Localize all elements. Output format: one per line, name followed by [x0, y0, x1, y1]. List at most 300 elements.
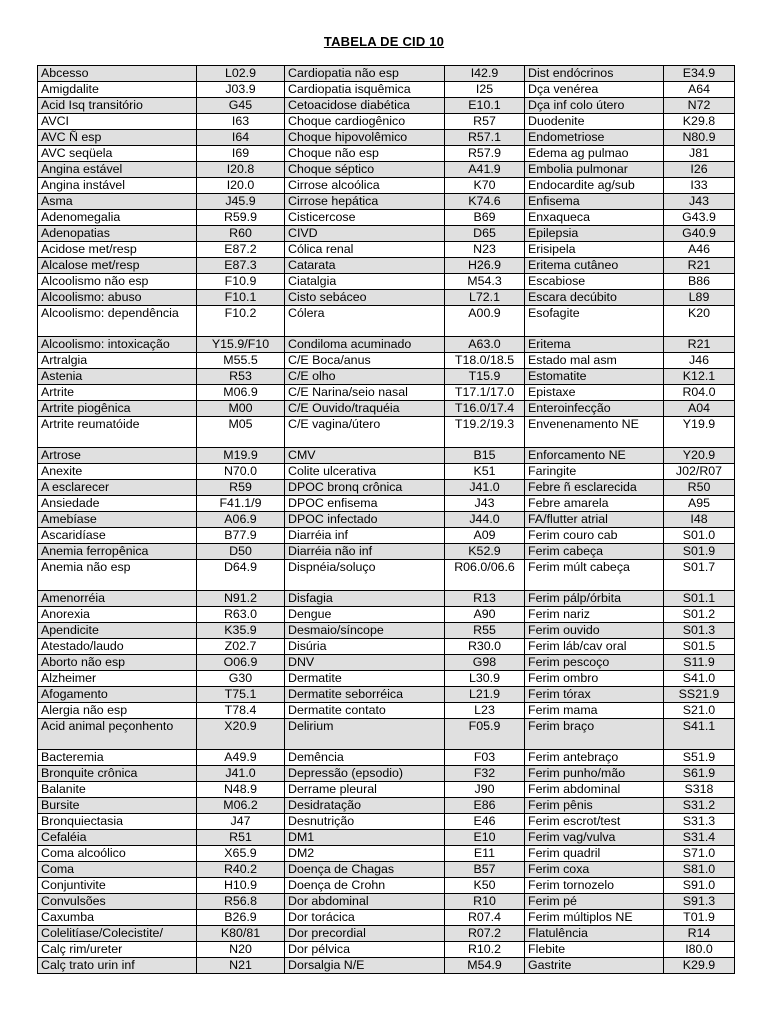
- disease-name-cell: Ciatalgia: [285, 274, 445, 290]
- cid-code-cell: S91.3: [664, 894, 735, 910]
- cid-code-cell: E46: [445, 814, 525, 830]
- cid-code-cell: K35.9: [197, 623, 285, 639]
- cid-code-cell: S41.0: [664, 671, 735, 687]
- disease-name-cell: Aborto não esp: [38, 655, 197, 671]
- table-row: [38, 306, 735, 337]
- disease-name-cell: DM1: [285, 830, 445, 846]
- cid-code-cell: I33: [664, 178, 735, 194]
- table-row: [38, 369, 735, 385]
- disease-name-cell: Delirium: [285, 719, 445, 750]
- table-row: [38, 98, 735, 114]
- disease-name-cell: Escabiose: [525, 274, 664, 290]
- cid-code-cell: L21.9: [445, 687, 525, 703]
- table-row: [38, 274, 735, 290]
- disease-name-cell: Calç rim/ureter: [38, 942, 197, 958]
- cid-code-cell: S318: [664, 782, 735, 798]
- cid-code-cell: R10.2: [445, 942, 525, 958]
- disease-name-cell: Ferim múlt cabeça: [525, 560, 664, 591]
- cid-code-cell: J47: [197, 814, 285, 830]
- cid-code-cell: I26: [664, 162, 735, 178]
- disease-name-cell: Artralgia: [38, 353, 197, 369]
- cid-code-cell: K70: [445, 178, 525, 194]
- disease-name-cell: Alcoolismo: abuso: [38, 290, 197, 306]
- disease-name-cell: Cardiopatia isquêmica: [285, 82, 445, 98]
- table-row: [38, 162, 735, 178]
- cid-code-cell: J43: [445, 496, 525, 512]
- disease-name-cell: Febre amarela: [525, 496, 664, 512]
- cid-code-cell: T19.2/19.3: [445, 417, 525, 448]
- disease-name-cell: Alcoolismo não esp: [38, 274, 197, 290]
- disease-name-cell: Ferim tórax: [525, 687, 664, 703]
- cid-code-cell: B15: [445, 448, 525, 464]
- cid-code-cell: K50: [445, 878, 525, 894]
- cid-code-cell: R21: [664, 258, 735, 274]
- cid-code-cell: A41.9: [445, 162, 525, 178]
- disease-name-cell: Cisticercose: [285, 210, 445, 226]
- cid-code-cell: J03.9: [197, 82, 285, 98]
- disease-name-cell: Diarréia inf: [285, 528, 445, 544]
- disease-name-cell: Cetoacidose diabética: [285, 98, 445, 114]
- cid-code-cell: J90: [445, 782, 525, 798]
- cid-code-cell: S01.9: [664, 544, 735, 560]
- table-row: [38, 194, 735, 210]
- cid-code-cell: I20.8: [197, 162, 285, 178]
- cid-code-cell: E87.2: [197, 242, 285, 258]
- cid-code-cell: S01.7: [664, 560, 735, 591]
- cid-code-cell: Z02.7: [197, 639, 285, 655]
- disease-name-cell: DPOC enfisema: [285, 496, 445, 512]
- cid-code-cell: E11: [445, 846, 525, 862]
- table-row: [38, 814, 735, 830]
- cid-code-cell: M19.9: [197, 448, 285, 464]
- cid-code-cell: L72.1: [445, 290, 525, 306]
- disease-name-cell: Dist endócrinos: [525, 66, 664, 82]
- table-row: [38, 130, 735, 146]
- table-row: [38, 782, 735, 798]
- cid-code-cell: J45.9: [197, 194, 285, 210]
- disease-name-cell: Bronquiectasia: [38, 814, 197, 830]
- cid-code-cell: F03: [445, 750, 525, 766]
- disease-name-cell: Ferim láb/cav oral: [525, 639, 664, 655]
- cid-code-cell: L23: [445, 703, 525, 719]
- cid-code-cell: R04.0: [664, 385, 735, 401]
- table-row: [38, 878, 735, 894]
- cid-code-cell: J81: [664, 146, 735, 162]
- disease-name-cell: Ascaridíase: [38, 528, 197, 544]
- cid-code-cell: J44.0: [445, 512, 525, 528]
- disease-name-cell: Eritema cutâneo: [525, 258, 664, 274]
- cid-code-cell: K80/81: [197, 926, 285, 942]
- disease-name-cell: Cefaléia: [38, 830, 197, 846]
- cid-code-cell: S61.9: [664, 766, 735, 782]
- cid-code-cell: A06.9: [197, 512, 285, 528]
- disease-name-cell: Ferim abdominal: [525, 782, 664, 798]
- cid-code-cell: I80.0: [664, 942, 735, 958]
- disease-name-cell: Estado mal asm: [525, 353, 664, 369]
- disease-name-cell: Asma: [38, 194, 197, 210]
- table-row: [38, 512, 735, 528]
- disease-name-cell: Ferim antebraço: [525, 750, 664, 766]
- disease-name-cell: Diarréia não inf: [285, 544, 445, 560]
- disease-name-cell: Ferim punho/mão: [525, 766, 664, 782]
- table-row: [38, 671, 735, 687]
- cid-code-cell: N21: [197, 958, 285, 974]
- disease-name-cell: Acid animal peçonhento: [38, 719, 197, 750]
- cid-code-cell: I64: [197, 130, 285, 146]
- disease-name-cell: Doença de Crohn: [285, 878, 445, 894]
- cid-code-cell: Y15.9/F10: [197, 337, 285, 353]
- table-row: [38, 846, 735, 862]
- cid-code-cell: R57: [445, 114, 525, 130]
- disease-name-cell: Balanite: [38, 782, 197, 798]
- disease-name-cell: Dermatite: [285, 671, 445, 687]
- disease-name-cell: Dengue: [285, 607, 445, 623]
- cid-code-cell: R40.2: [197, 862, 285, 878]
- disease-name-cell: Colite ulcerativa: [285, 464, 445, 480]
- disease-name-cell: Bacteremia: [38, 750, 197, 766]
- cid-code-cell: H26.9: [445, 258, 525, 274]
- cid-code-cell: T01.9: [664, 910, 735, 926]
- cid-code-cell: R07.4: [445, 910, 525, 926]
- cid-code-cell: R10: [445, 894, 525, 910]
- cid-code-cell: A46: [664, 242, 735, 258]
- cid-code-cell: S71.0: [664, 846, 735, 862]
- table-row: [38, 337, 735, 353]
- cid-code-cell: X65.9: [197, 846, 285, 862]
- disease-name-cell: Dermatite contato: [285, 703, 445, 719]
- disease-name-cell: Choque não esp: [285, 146, 445, 162]
- disease-name-cell: Erisipela: [525, 242, 664, 258]
- disease-name-cell: Flatulência: [525, 926, 664, 942]
- cid-code-cell: F41.1/9: [197, 496, 285, 512]
- disease-name-cell: C/E vagina/útero: [285, 417, 445, 448]
- disease-name-cell: Ferim escrot/test: [525, 814, 664, 830]
- disease-name-cell: Cólica renal: [285, 242, 445, 258]
- cid-code-cell: I69: [197, 146, 285, 162]
- disease-name-cell: DPOC bronq crônica: [285, 480, 445, 496]
- table-row: [38, 290, 735, 306]
- table-row: [38, 703, 735, 719]
- cid-code-cell: A00.9: [445, 306, 525, 337]
- disease-name-cell: Endocardite ag/sub: [525, 178, 664, 194]
- table-row: [38, 114, 735, 130]
- disease-name-cell: Amigdalite: [38, 82, 197, 98]
- cid-code-cell: J02/R07: [664, 464, 735, 480]
- disease-name-cell: Ferim cabeça: [525, 544, 664, 560]
- table-row: [38, 528, 735, 544]
- cid-code-cell: A64: [664, 82, 735, 98]
- table-row: [38, 910, 735, 926]
- disease-name-cell: Desnutrição: [285, 814, 445, 830]
- cid-code-cell: L30.9: [445, 671, 525, 687]
- disease-name-cell: Desmaio/síncope: [285, 623, 445, 639]
- cid-code-cell: J41.0: [197, 766, 285, 782]
- disease-name-cell: Edema ag pulmao: [525, 146, 664, 162]
- disease-name-cell: Ferim pescoço: [525, 655, 664, 671]
- cid-code-cell: A09: [445, 528, 525, 544]
- disease-name-cell: Dermatite seborréica: [285, 687, 445, 703]
- disease-name-cell: Ferim nariz: [525, 607, 664, 623]
- disease-name-cell: Enfisema: [525, 194, 664, 210]
- cid-code-cell: R59.9: [197, 210, 285, 226]
- cid-code-cell: F32: [445, 766, 525, 782]
- table-row: [38, 258, 735, 274]
- table-row: [38, 385, 735, 401]
- cid-code-cell: M05: [197, 417, 285, 448]
- disease-name-cell: Enforcamento NE: [525, 448, 664, 464]
- cid-code-cell: R57.1: [445, 130, 525, 146]
- disease-name-cell: Choque hipovolêmico: [285, 130, 445, 146]
- cid-code-cell: G30: [197, 671, 285, 687]
- cid-code-cell: M54.3: [445, 274, 525, 290]
- disease-name-cell: Alergia não esp: [38, 703, 197, 719]
- cid-code-cell: K51: [445, 464, 525, 480]
- table-row: [38, 798, 735, 814]
- cid-code-cell: K74.6: [445, 194, 525, 210]
- table-row: [38, 623, 735, 639]
- cid-code-cell: B69: [445, 210, 525, 226]
- cid-code-cell: K12.1: [664, 369, 735, 385]
- disease-name-cell: Amenorréia: [38, 591, 197, 607]
- cid-code-cell: J43: [664, 194, 735, 210]
- disease-name-cell: Anexite: [38, 464, 197, 480]
- cid-code-cell: S31.4: [664, 830, 735, 846]
- table-row: [38, 591, 735, 607]
- disease-name-cell: Escara decúbito: [525, 290, 664, 306]
- cid-code-cell: A63.0: [445, 337, 525, 353]
- cid-code-cell: T75.1: [197, 687, 285, 703]
- disease-name-cell: Choque séptico: [285, 162, 445, 178]
- disease-name-cell: Epilepsia: [525, 226, 664, 242]
- disease-name-cell: Catarata: [285, 258, 445, 274]
- cid-code-cell: K29.8: [664, 114, 735, 130]
- disease-name-cell: Dor abdominal: [285, 894, 445, 910]
- cid-code-cell: G40.9: [664, 226, 735, 242]
- table-row: [38, 480, 735, 496]
- cid-code-cell: M54.9: [445, 958, 525, 974]
- table-row: [38, 926, 735, 942]
- disease-name-cell: Artrose: [38, 448, 197, 464]
- cid-code-cell: T18.0/18.5: [445, 353, 525, 369]
- cid-code-cell: R56.8: [197, 894, 285, 910]
- cid-code-cell: S91.0: [664, 878, 735, 894]
- cid-code-cell: S21.0: [664, 703, 735, 719]
- disease-name-cell: AVC seqüela: [38, 146, 197, 162]
- cid-code-cell: F05.9: [445, 719, 525, 750]
- disease-name-cell: Apendicite: [38, 623, 197, 639]
- disease-name-cell: Envenenamento NE: [525, 417, 664, 448]
- disease-name-cell: CMV: [285, 448, 445, 464]
- cid-code-cell: A95: [664, 496, 735, 512]
- disease-name-cell: Dispnéia/soluço: [285, 560, 445, 591]
- cid-code-cell: S31.3: [664, 814, 735, 830]
- disease-name-cell: Colelitíase/Colecistite/: [38, 926, 197, 942]
- cid-code-cell: N91.2: [197, 591, 285, 607]
- disease-name-cell: Coma alcoólico: [38, 846, 197, 862]
- disease-name-cell: Disúria: [285, 639, 445, 655]
- cid-code-cell: S01.3: [664, 623, 735, 639]
- cid-code-cell: L89: [664, 290, 735, 306]
- table-row: [38, 607, 735, 623]
- cid-code-cell: R59: [197, 480, 285, 496]
- disease-name-cell: Astenia: [38, 369, 197, 385]
- disease-name-cell: Desidratação: [285, 798, 445, 814]
- disease-name-cell: Gastrite: [525, 958, 664, 974]
- disease-name-cell: C/E Ouvido/traquéia: [285, 401, 445, 417]
- disease-name-cell: Caxumba: [38, 910, 197, 926]
- disease-name-cell: Disfagia: [285, 591, 445, 607]
- disease-name-cell: Amebíase: [38, 512, 197, 528]
- disease-name-cell: Artrite piogênica: [38, 401, 197, 417]
- disease-name-cell: C/E olho: [285, 369, 445, 385]
- disease-name-cell: Ferim tornozelo: [525, 878, 664, 894]
- disease-name-cell: Ferim braço: [525, 719, 664, 750]
- cid-code-cell: D64.9: [197, 560, 285, 591]
- disease-name-cell: Anorexia: [38, 607, 197, 623]
- cid-code-cell: J46: [664, 353, 735, 369]
- disease-name-cell: Artrite: [38, 385, 197, 401]
- cid-code-cell: S51.9: [664, 750, 735, 766]
- table-row: [38, 448, 735, 464]
- disease-name-cell: Alcalose met/resp: [38, 258, 197, 274]
- cid-code-cell: G45: [197, 98, 285, 114]
- cid-code-cell: N70.0: [197, 464, 285, 480]
- cid-code-cell: R55: [445, 623, 525, 639]
- cid-code-cell: S81.0: [664, 862, 735, 878]
- table-row: [38, 719, 735, 750]
- disease-name-cell: Ferim pé: [525, 894, 664, 910]
- cid-code-cell: X20.9: [197, 719, 285, 750]
- table-row: [38, 146, 735, 162]
- disease-name-cell: Ferim múltiplos NE: [525, 910, 664, 926]
- disease-name-cell: Angina instável: [38, 178, 197, 194]
- disease-name-cell: Abcesso: [38, 66, 197, 82]
- disease-name-cell: Duodenite: [525, 114, 664, 130]
- disease-name-cell: Calç trato urin inf: [38, 958, 197, 974]
- disease-name-cell: Alzheimer: [38, 671, 197, 687]
- table-row: [38, 66, 735, 82]
- disease-name-cell: Derrame pleural: [285, 782, 445, 798]
- cid-code-cell: N80.9: [664, 130, 735, 146]
- disease-name-cell: Cirrose hepática: [285, 194, 445, 210]
- cid-code-cell: S01.1: [664, 591, 735, 607]
- cid-code-cell: N20: [197, 942, 285, 958]
- disease-name-cell: DPOC infectado: [285, 512, 445, 528]
- disease-name-cell: Anemia não esp: [38, 560, 197, 591]
- cid-code-cell: T78.4: [197, 703, 285, 719]
- table-row: [38, 226, 735, 242]
- disease-name-cell: Ferim pênis: [525, 798, 664, 814]
- disease-name-cell: Convulsões: [38, 894, 197, 910]
- cid-code-cell: L02.9: [197, 66, 285, 82]
- table-row: [38, 544, 735, 560]
- disease-name-cell: Conjuntivite: [38, 878, 197, 894]
- cid-code-cell: B26.9: [197, 910, 285, 926]
- disease-name-cell: Depressão (epsodio): [285, 766, 445, 782]
- table-row: [38, 560, 735, 591]
- cid-code-cell: R30.0: [445, 639, 525, 655]
- cid-code-cell: S01.2: [664, 607, 735, 623]
- disease-name-cell: Coma: [38, 862, 197, 878]
- disease-name-cell: Adenomegalia: [38, 210, 197, 226]
- disease-name-cell: Cardiopatia não esp: [285, 66, 445, 82]
- cid-code-cell: T15.9: [445, 369, 525, 385]
- cid-code-cell: M06.9: [197, 385, 285, 401]
- cid-code-cell: F10.9: [197, 274, 285, 290]
- cid-code-cell: N23: [445, 242, 525, 258]
- table-row: [38, 496, 735, 512]
- cid-code-cell: R63.0: [197, 607, 285, 623]
- disease-name-cell: Dorsalgia N/E: [285, 958, 445, 974]
- cid-code-cell: M55.5: [197, 353, 285, 369]
- cid-code-cell: Y20.9: [664, 448, 735, 464]
- cid-code-cell: S11.9: [664, 655, 735, 671]
- cid-code-cell: I25: [445, 82, 525, 98]
- disease-name-cell: Enxaqueca: [525, 210, 664, 226]
- disease-name-cell: Afogamento: [38, 687, 197, 703]
- table-row: [38, 830, 735, 846]
- disease-name-cell: Ferim mama: [525, 703, 664, 719]
- disease-name-cell: Ferim coxa: [525, 862, 664, 878]
- cid-code-cell: A04: [664, 401, 735, 417]
- table-row: [38, 750, 735, 766]
- disease-name-cell: Ferim vag/vulva: [525, 830, 664, 846]
- disease-name-cell: Dor precordial: [285, 926, 445, 942]
- disease-name-cell: Demência: [285, 750, 445, 766]
- cid-code-cell: J41.0: [445, 480, 525, 496]
- disease-name-cell: Doença de Chagas: [285, 862, 445, 878]
- disease-name-cell: Faringite: [525, 464, 664, 480]
- cid-code-cell: I63: [197, 114, 285, 130]
- disease-name-cell: Angina estável: [38, 162, 197, 178]
- disease-name-cell: Dor pélvica: [285, 942, 445, 958]
- disease-name-cell: Artrite reumatóide: [38, 417, 197, 448]
- disease-name-cell: AVC Ñ esp: [38, 130, 197, 146]
- disease-name-cell: Bursite: [38, 798, 197, 814]
- cid-code-cell: T17.1/17.0: [445, 385, 525, 401]
- cid-code-cell: G43.9: [664, 210, 735, 226]
- cid-code-cell: G98: [445, 655, 525, 671]
- cid-code-cell: E86: [445, 798, 525, 814]
- cid-code-cell: D50: [197, 544, 285, 560]
- cid-code-cell: E10.1: [445, 98, 525, 114]
- table-row: [38, 655, 735, 671]
- cid-code-cell: R51: [197, 830, 285, 846]
- table-row: [38, 464, 735, 480]
- cid-code-cell: S01.5: [664, 639, 735, 655]
- cid-code-cell: K29.9: [664, 958, 735, 974]
- cid-code-cell: R14: [664, 926, 735, 942]
- disease-name-cell: Alcoolismo: intoxicação: [38, 337, 197, 353]
- table-row: [38, 353, 735, 369]
- disease-name-cell: Ferim pálp/órbita: [525, 591, 664, 607]
- table-row: [38, 958, 735, 974]
- table-row: [38, 82, 735, 98]
- cid-code-cell: B57: [445, 862, 525, 878]
- disease-name-cell: Febre ñ esclarecida: [525, 480, 664, 496]
- disease-name-cell: FA/flutter atrial: [525, 512, 664, 528]
- cid-code-cell: A49.9: [197, 750, 285, 766]
- cid-code-cell: SS21.9: [664, 687, 735, 703]
- disease-name-cell: Enteroinfecção: [525, 401, 664, 417]
- cid-code-cell: F10.1: [197, 290, 285, 306]
- cid-code-cell: K52.9: [445, 544, 525, 560]
- table-row: [38, 178, 735, 194]
- cid-code-cell: R13: [445, 591, 525, 607]
- cid-code-cell: R60: [197, 226, 285, 242]
- table-row: [38, 417, 735, 448]
- table-row: [38, 242, 735, 258]
